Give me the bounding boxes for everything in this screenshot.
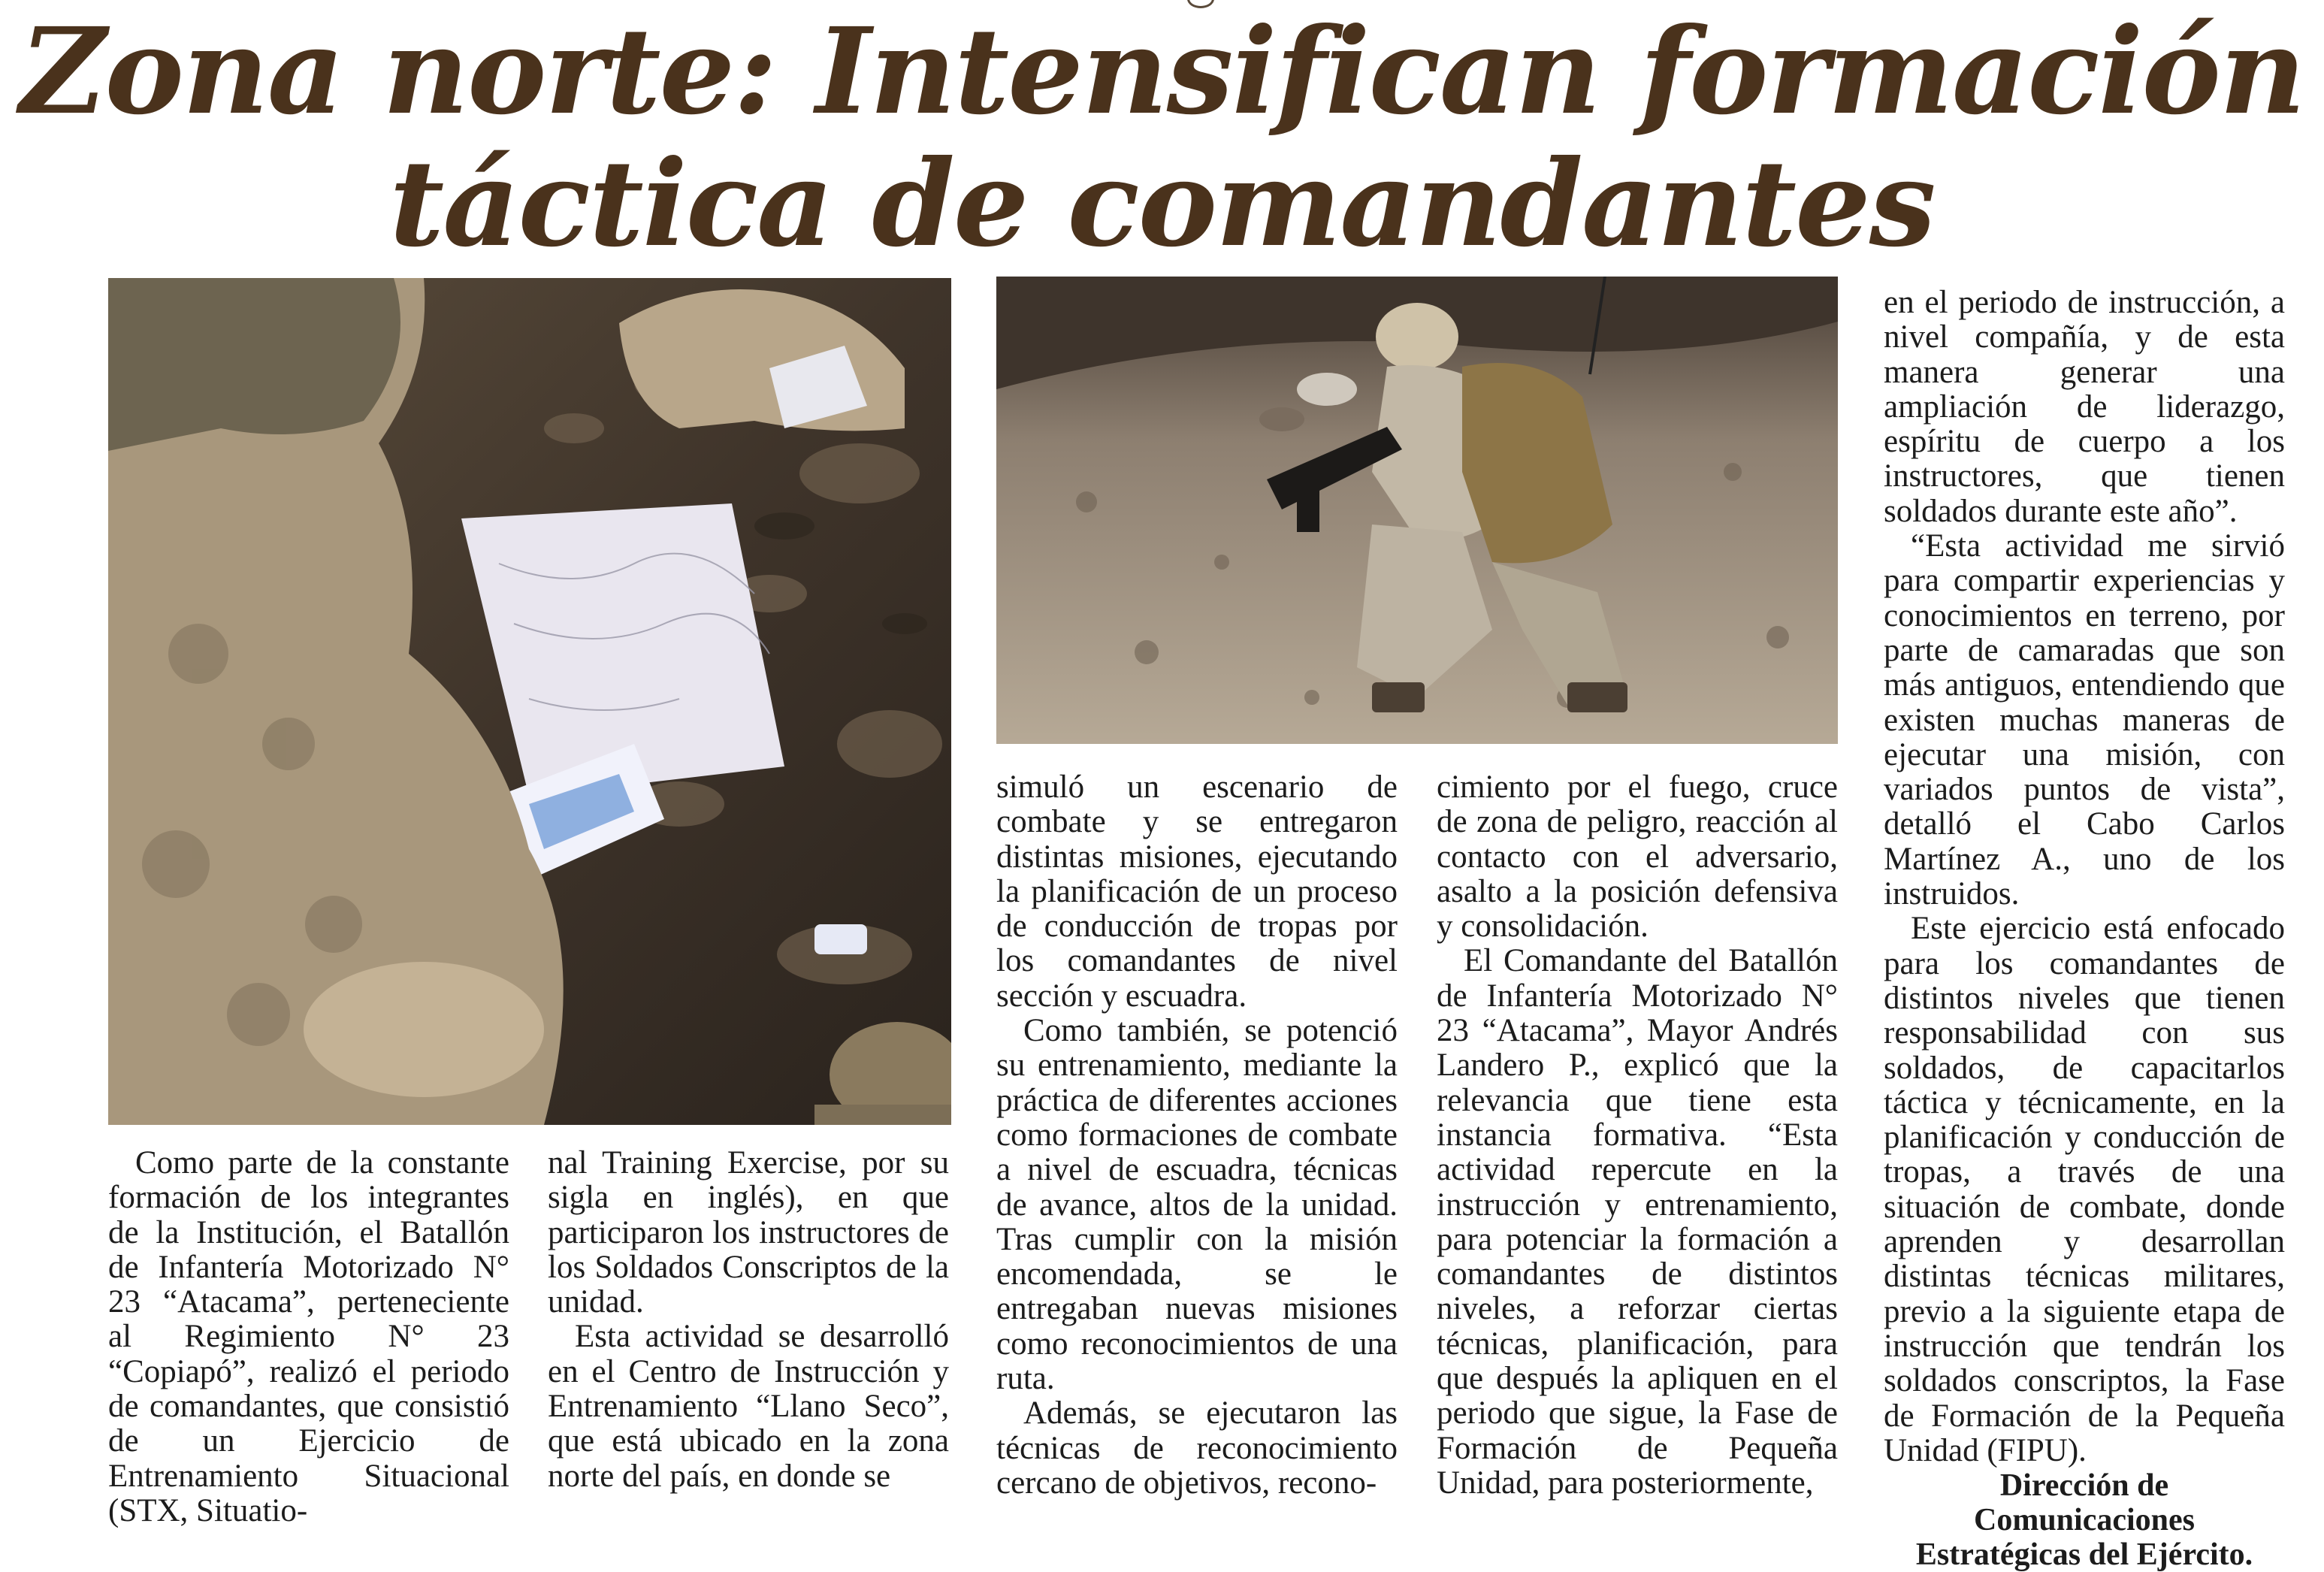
paragraph: simuló un escenario de combate y se entregaron distintas misiones, ejecutando la planificación de un proceso de conducción de tropas por los comandantes de nivel sección y escuadra.	[996, 769, 1398, 1014]
signature	[1884, 1468, 2285, 1572]
kneeling-soldier-with-rifle-icon	[996, 277, 1838, 744]
paragraph: Esta actividad se desarrolló en el Centro de Instrucción y Entrenamiento “Llano Seco”, que está ubicado en la zona norte del país, en donde se	[548, 1319, 949, 1494]
signature-line-2: Comunicaciones	[1974, 1503, 2195, 1538]
paragraph: “Esta actividad me sirvió para compartir experiencias y conocimientos en terreno, por parte de camaradas que son más antiguos, entendiendo que existen muchas maneras de ejecutar una misión, con variados puntos de vista”, detalló el Cabo Carlos Martínez A., uno de los instruidos.	[1884, 528, 2285, 912]
signature-line-1: Dirección de	[1999, 1468, 2169, 1504]
paragraph: Como parte de la constante formación de los integrantes de la Institución, el Batallón de Infantería Motorizado N° 23 “Atacama”, perteneciente al Regimiento N° 23 “Copiapó”, realizó el periodo de comandantes, que consistió de un Ejercicio de Entrenamiento Situacional (STX, Situatio-	[108, 1145, 509, 1528]
paragraph: Como también, se potenció su entrenamiento, mediante la práctica de diferentes acciones como formaciones de combate a nivel de escuadra, técnicas de avance, altos de la unidad. Tras cumplir con la misión encomendada, se le entregaban nuevas misiones como reconocimientos de una ruta.	[996, 1013, 1398, 1397]
article-column-3	[996, 770, 1398, 1501]
paragraph: Este ejercicio está enfocado para los comandantes de distintos niveles que tienen responsabilidad con sus soldados, de capacitarlos táctica y técnicamente, en la planificación y conducción de tropas, a través de una situación de combate, donde aprenden y desarrollan distintas técnicas militares, previo a la siguiente etapa de instrucción que tendrán los soldados conscriptos, la Fase de Formación de la Pequeña Unidad (FIPU).	[1884, 911, 2285, 1468]
paragraph: El Comandante del Batallón de Infantería Motorizado N° 23 “Atacama”, Mayor Andrés Landero P., explicó que la relevancia que tiene esta instancia formativa. “Esta actividad repercute en la instrucción y entrenamiento, para potenciar la formación a comandantes de distintos niveles, a reforzar ciertas técnicas, planificación, para que después la apliquen en el periodo que sigue, la Fase de Formación de Pequeña Unidad, para posteriormente,	[1437, 943, 1838, 1501]
article-column-1	[108, 1146, 509, 1528]
paragraph: en el periodo de instrucción, a nivel compañía, y de esta manera generar una ampliación de liderazgo, espíritu de cuerpo a los instructores, que tienen soldados durante este año”.	[1884, 285, 2285, 529]
photo-kneeling-soldier	[996, 277, 1838, 744]
paragraph: cimiento por el fuego, cruce de zona de peligro, reacción al contacto con el adversario, asalto a la posición defensiva y consolidación.	[1437, 769, 1838, 945]
headline-line-1: Zona norte: Intensifican formación	[20, 2, 2304, 141]
headline	[0, 0, 2324, 274]
signature-line-3: Estratégicas del Ejército.	[1915, 1537, 2253, 1572]
article-column-2	[548, 1146, 949, 1494]
article-column-5	[1884, 286, 2285, 1572]
paragraph: Además, se ejecutaron las técnicas de reconocimiento cercano de objetivos, recono-	[996, 1395, 1398, 1501]
soldiers-studying-map-icon	[108, 278, 951, 1125]
paragraph: nal Training Exercise, por su sigla en inglés), en que participaron los instructores de los Soldados Conscriptos de la unidad.	[548, 1145, 949, 1320]
photo-soldiers-map	[108, 278, 951, 1125]
headline-line-2: táctica de comandantes	[389, 135, 1935, 274]
article-column-4	[1437, 770, 1838, 1501]
